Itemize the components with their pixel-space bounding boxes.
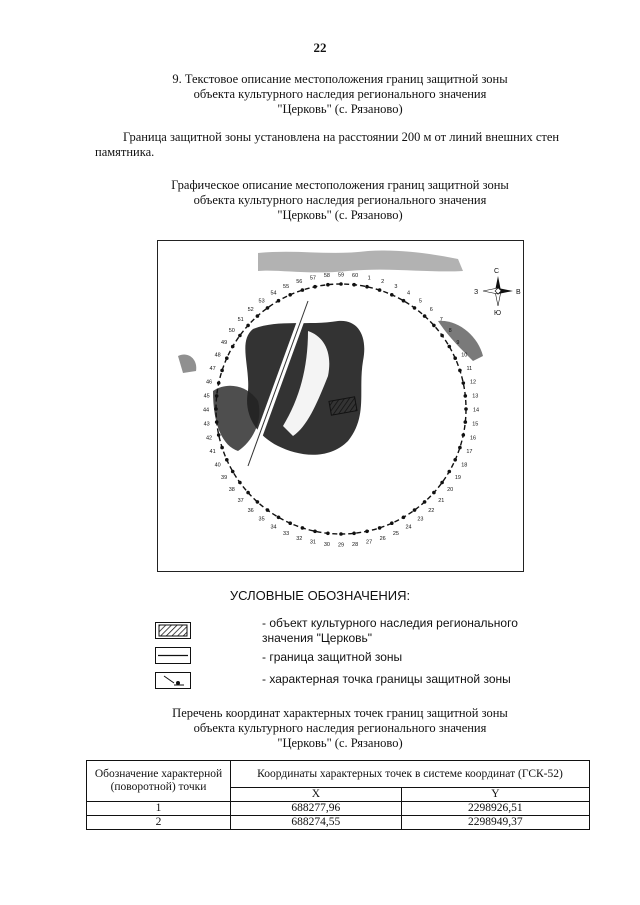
- boundary-point: [453, 458, 457, 462]
- boundary-point: [277, 516, 281, 520]
- boundary-point: [256, 500, 260, 504]
- boundary-point-label: 60: [352, 273, 359, 280]
- boundary-point-label: 38: [228, 486, 235, 493]
- boundary-point: [220, 446, 224, 450]
- boundary-point: [215, 394, 219, 398]
- boundary-point: [462, 433, 466, 437]
- boundary-point-label: 6: [429, 307, 433, 314]
- boundary-point: [464, 407, 468, 411]
- boundary-point: [214, 407, 218, 411]
- boundary-point-label: 3: [394, 284, 398, 291]
- legend-title: УСЛОВНЫЕ ОБОЗНАЧЕНИЯ:: [229, 588, 411, 603]
- graphic-heading-line: Графическое описание местоположения границ защитной зоны: [171, 178, 509, 192]
- boundary-point-label: 27: [366, 539, 373, 546]
- boundary-point: [390, 521, 394, 525]
- boundary-point-label: 16: [469, 435, 477, 442]
- header-point-designation: Обозначение характерной (поворотной) точки: [87, 761, 231, 802]
- coords-heading: [60, 706, 620, 751]
- boundary-point: [448, 470, 452, 474]
- boundary-point-label: 33: [283, 530, 290, 537]
- boundary-point-label: 46: [205, 379, 213, 386]
- boundary-point: [215, 420, 219, 424]
- boundary-point-label: 25: [392, 530, 399, 537]
- boundary-point-label: 47: [209, 365, 216, 372]
- page-number: 22: [313, 40, 327, 55]
- boundary-point: [339, 532, 343, 536]
- boundary-point-label: 12: [469, 379, 477, 386]
- boundary-point-label: 50: [228, 328, 235, 335]
- boundary-point-label: 18: [461, 462, 468, 469]
- boundary-point-label: 52: [247, 307, 254, 314]
- boundary-point: [365, 530, 369, 534]
- boundary-point-label: 32: [296, 535, 303, 542]
- boundary-point-label: 24: [405, 524, 412, 531]
- map-canvas: [158, 241, 523, 571]
- boundary-point: [246, 324, 250, 328]
- boundary-point-label: 34: [270, 524, 277, 531]
- boundary-point-label: 26: [379, 535, 386, 542]
- boundary-line-icon: [155, 647, 191, 664]
- boundary-point-label: 13: [472, 393, 479, 400]
- compass-south: Ю: [494, 310, 502, 317]
- boundary-point: [326, 532, 330, 536]
- boundary-point: [402, 299, 406, 303]
- boundary-point: [464, 420, 468, 424]
- cell-y: 2298949,37: [401, 816, 589, 830]
- legend-item-label: - граница защитной зоны: [262, 650, 403, 664]
- boundary-point-label: 20: [447, 486, 454, 493]
- boundary-point: [432, 324, 436, 328]
- boundary-point-label: 41: [209, 449, 216, 456]
- coords-heading-line: объекта культурного наследия регионального значения: [193, 721, 487, 735]
- boundary-point-label: 40: [214, 462, 221, 469]
- cell-point: 2: [87, 816, 231, 830]
- boundary-point-label: 9: [456, 340, 460, 346]
- coordinates-table: [86, 760, 590, 830]
- boundary-point: [440, 334, 444, 338]
- header-x: X: [231, 788, 402, 802]
- section-heading-line: 9. Текстовое описание местоположения границ защитной зоны: [172, 72, 508, 86]
- boundary-point-label: 57: [309, 275, 316, 282]
- boundary-point-label: 36: [247, 507, 254, 514]
- boundary-point-label: 37: [237, 497, 244, 504]
- boundary-point-label: 1: [367, 275, 371, 282]
- boundary-point-label: 30: [323, 541, 330, 548]
- hatched-object-icon: [155, 622, 191, 639]
- boundary-point-label: 39: [221, 475, 228, 481]
- graphic-heading-line: объекта культурного наследия регионального значения: [193, 193, 487, 207]
- boundary-point: [217, 433, 221, 437]
- boundary-point-label: 11: [466, 365, 473, 372]
- coords-heading-line: Перечень координат характерных точек границ защитной зоны: [172, 706, 508, 720]
- boundary-point-label: 21: [438, 497, 445, 504]
- boundary-point: [301, 288, 305, 292]
- boundary-point-label: 14: [472, 407, 480, 414]
- boundary-point: [464, 394, 468, 398]
- boundary-point-label: 22: [428, 507, 435, 514]
- boundary-point: [413, 508, 417, 512]
- graphic-heading: [60, 178, 620, 223]
- compass-north: С: [494, 268, 500, 275]
- boundary-point: [288, 521, 292, 525]
- boundary-point: [413, 306, 417, 310]
- boundary-point-label: 48: [214, 352, 221, 359]
- protection-zone-map: [157, 240, 524, 572]
- section-heading-line: "Церковь" (с. Рязаново): [277, 102, 403, 116]
- boundary-point-label: 2: [381, 279, 385, 286]
- boundary-point-label: 42: [205, 435, 213, 442]
- boundary-point: [266, 508, 270, 512]
- boundary-point: [231, 470, 235, 474]
- header-y: Y: [401, 788, 589, 802]
- boundary-point-label: 31: [309, 539, 316, 546]
- boundary-point-label: 44: [202, 407, 210, 414]
- legend-item-label: значения "Церковь": [262, 631, 373, 645]
- boundary-point: [365, 285, 369, 289]
- boundary-point: [313, 285, 317, 289]
- boundary-point: [225, 356, 229, 360]
- compass-east: В: [516, 289, 521, 296]
- graphic-heading-line: "Церковь" (с. Рязаново): [277, 208, 403, 222]
- section-heading-line: объекта культурного наследия регионального значения: [193, 87, 487, 101]
- boundary-point-label: 49: [221, 340, 228, 346]
- boundary-point: [458, 369, 462, 373]
- boundary-point-label: 45: [203, 393, 210, 400]
- boundary-point-label: 7: [439, 317, 443, 324]
- boundary-point: [378, 288, 382, 292]
- boundary-point-label: 35: [258, 516, 265, 523]
- cell-x: 688274,55: [231, 816, 402, 830]
- boundary-point: [339, 282, 343, 286]
- boundary-point: [220, 369, 224, 373]
- boundary-point: [217, 381, 221, 385]
- boundary-point: [440, 481, 444, 485]
- boundary-point: [423, 314, 427, 318]
- boundary-point-label: 19: [454, 475, 461, 481]
- body-paragraph-continuation: памятника.: [95, 145, 155, 159]
- legend-item-object: [262, 616, 532, 646]
- compass-west: З: [474, 289, 479, 296]
- boundary-point: [423, 500, 427, 504]
- boundary-point: [390, 293, 394, 297]
- boundary-point-label: 15: [472, 421, 479, 428]
- boundary-point: [288, 293, 292, 297]
- legend-item-label: - объект культурного наследия регионального: [262, 616, 518, 630]
- boundary-point: [432, 491, 436, 495]
- boundary-point: [378, 526, 382, 530]
- boundary-point-label: 29: [337, 542, 345, 549]
- boundary-point: [225, 458, 229, 462]
- section-heading: [60, 72, 620, 117]
- boundary-point-label: 53: [258, 298, 265, 305]
- cell-point: 1: [87, 802, 231, 816]
- boundary-point-label: 54: [270, 290, 277, 297]
- boundary-point-label: 43: [203, 421, 210, 428]
- boundary-point: [266, 306, 270, 310]
- legend-item-point: [262, 672, 532, 687]
- boundary-point-label: 4: [406, 290, 411, 297]
- boundary-point-label: 10: [461, 352, 468, 359]
- coords-heading-line: "Церковь" (с. Рязаново): [277, 736, 403, 750]
- boundary-point-label: 55: [283, 284, 290, 291]
- boundary-point-label: 28: [352, 541, 359, 548]
- boundary-point: [402, 516, 406, 520]
- boundary-point-label: 23: [417, 516, 424, 523]
- legend-item-label: - характерная точка границы защитной зоны: [262, 672, 511, 686]
- boundary-point: [256, 314, 260, 318]
- body-paragraph: Граница защитной зоны установлена на расстоянии 200 м от линий внешних стен: [123, 130, 560, 144]
- boundary-point: [326, 283, 330, 287]
- boundary-point-label: 5: [418, 298, 422, 305]
- cell-x: 688277,96: [231, 802, 402, 816]
- boundary-point: [277, 299, 281, 303]
- boundary-point: [231, 345, 235, 349]
- compass-rose: [474, 268, 521, 317]
- boundary-point: [313, 530, 317, 534]
- boundary-point-label: 59: [337, 272, 345, 279]
- boundary-point-label: 51: [237, 317, 244, 324]
- boundary-point: [458, 446, 462, 450]
- boundary-point: [301, 526, 305, 530]
- boundary-point-label: 58: [323, 273, 330, 280]
- table-row: [87, 816, 590, 830]
- boundary-point: [453, 356, 457, 360]
- boundary-point: [238, 481, 242, 485]
- boundary-point: [352, 283, 356, 287]
- cell-y: 2298926,51: [401, 802, 589, 816]
- header-coordinates-group: Координаты характерных точек в системе координат (ГСК-52): [231, 761, 590, 788]
- boundary-point: [238, 334, 242, 338]
- boundary-point: [352, 532, 356, 536]
- boundary-point-label: 56: [296, 279, 303, 286]
- boundary-point-label: 17: [466, 449, 473, 456]
- boundary-point: [448, 345, 452, 349]
- legend-item-boundary: [262, 650, 532, 665]
- boundary-point: [462, 381, 466, 385]
- table-row: [87, 802, 590, 816]
- terrain-background: [178, 250, 483, 454]
- boundary-point-label: 8: [448, 328, 452, 335]
- boundary-point: [246, 491, 250, 495]
- point-marker-icon: [155, 672, 191, 689]
